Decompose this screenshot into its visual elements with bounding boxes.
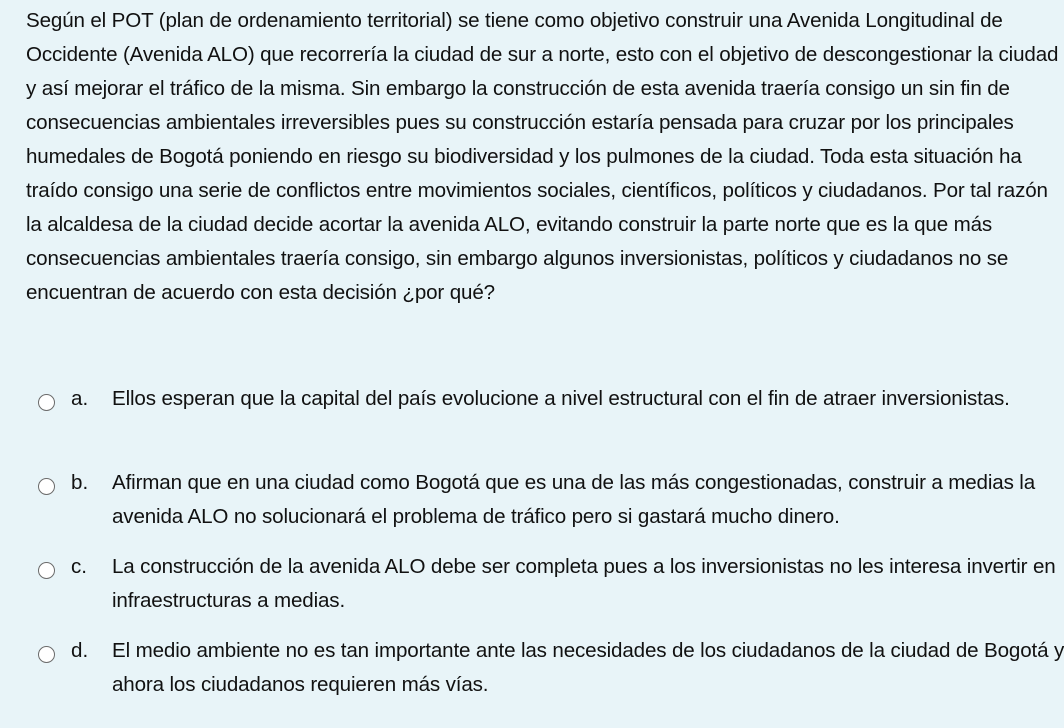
option-letter-a: a.	[71, 387, 89, 410]
radio-a[interactable]	[38, 394, 55, 411]
question-text: Según el POT (plan de ordenamiento territorial) se tiene como objetivo construir una Avenida Longitudinal de Occidente (Avenida ALO) que recorrería la ciudad de sur a norte, esto con el objetivo de descongestionar la ciudad y así mejorar el tráfico de la misma. Sin embargo la construcción de esta avenida traería consigo un sin fin de consecuencias ambientales irreversibles pues su construcción estaría pensada para cruzar por los principales humedales de Bogotá poniendo en riesgo su biodiversidad y los pulmones de la ciudad. Toda esta situación ha traído consigo una serie de conflictos entre movimientos sociales, científicos, políticos y ciudadanos. Por tal razón la alcaldesa de la ciudad decide acortar la avenida ALO, evitando construir la parte norte que es la que más consecuencias ambientales traería consigo, sin embargo algunos inversionistas, políticos y ciudadanos no se encuentran de acuerdo con esta decisión ¿por qué?	[26, 9, 1059, 304]
option-d[interactable]	[36, 634, 1062, 718]
option-letter-d: d.	[71, 639, 89, 662]
radio-d[interactable]	[38, 646, 55, 663]
option-letter-c: c.	[71, 555, 88, 578]
radio-c[interactable]	[38, 562, 55, 579]
option-text-b: Afirman que en una ciudad como Bogotá que es una de las más congestionadas, construir a medias la avenida ALO no solucionará el problema de tráfico pero si gastará mucho dinero.	[112, 471, 1036, 528]
option-letter-b: b.	[71, 471, 89, 494]
option-text-a: Ellos esperan que la capital del país evolucione a nivel estructural con el fin de atraer inversionistas.	[112, 387, 1010, 410]
option-b[interactable]	[36, 466, 1062, 550]
option-a[interactable]	[36, 382, 1062, 466]
option-text-c: La construcción de la avenida ALO debe ser completa pues a los inversionistas no les interesa invertir en infraestructuras a medias.	[112, 555, 1056, 612]
option-text-d: El medio ambiente no es tan importante ante las necesidades de los ciudadanos de la ciudad de Bogotá y ahora los ciudadanos requieren más vías.	[112, 639, 1064, 696]
option-c[interactable]	[36, 550, 1062, 634]
answer-options	[36, 382, 1062, 718]
radio-b[interactable]	[38, 478, 55, 495]
